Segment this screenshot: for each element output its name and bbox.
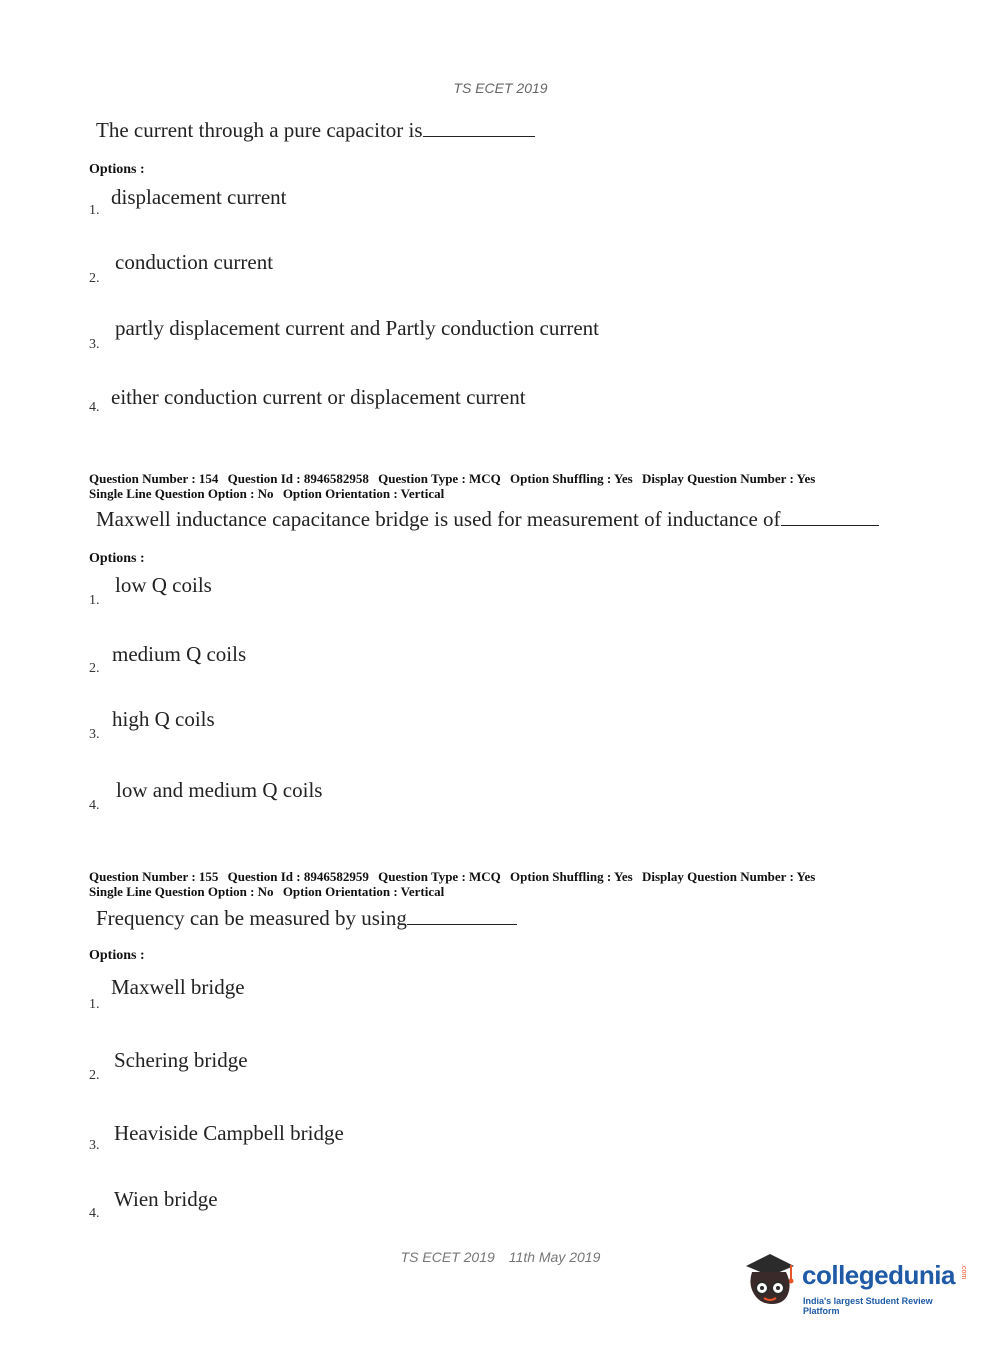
option-text: Maxwell bridge [111,975,245,999]
option-text: medium Q coils [112,642,247,666]
option-number: 2. [89,1068,100,1083]
question-meta: Question Number : 155 Question Id : 8946582959 Question Type : MCQ Option Shuffling : Yes Display Question Number : Yes Single Line Question Option : No Option Orientation : Vertical [89,869,816,899]
option-text: partly displacement current and Partly conduction current [115,316,599,340]
option-text: either conduction current or displacement current [111,385,526,409]
option-number: 2. [89,661,100,676]
page-header: TS ECET 2019 [453,80,548,96]
mascot-icon [740,1250,802,1312]
option-text: Schering bridge [114,1048,248,1072]
footer-date: 11th May 2019 [508,1249,601,1265]
option-number: 4. [89,798,100,813]
option-text: displacement current [111,185,287,209]
brand-domain: .com [960,1264,967,1280]
brand-name: collegedunia [802,1260,955,1290]
option-number: 1. [89,593,100,608]
question-text: The current through a pure capacitor is [96,118,535,143]
options-label: Options : [89,551,145,566]
option-number: 4. [89,400,100,415]
option-number: 1. [89,997,100,1012]
footer-exam: TS ECET 2019 [400,1249,495,1265]
option-number: 3. [89,337,100,352]
brand-tagline: India's largest Student Review Platform [803,1296,933,1316]
option-text: Wien bridge [114,1187,218,1211]
question-meta: Question Number : 154 Question Id : 8946582958 Question Type : MCQ Option Shuffling : Yes Display Question Number : Yes Single Line Question Option : No Option Orientation : Vertical [89,471,816,501]
option-text: low and medium Q coils [116,778,323,802]
collegedunia-logo [740,1250,970,1320]
question-text: Frequency can be measured by using [96,906,517,931]
options-label: Options : [89,948,145,963]
option-number: 3. [89,1138,100,1153]
option-number: 2. [89,271,100,286]
option-text: conduction current [115,250,274,274]
option-number: 1. [89,203,100,218]
option-number: 4. [89,1206,100,1221]
option-text: high Q coils [112,707,215,731]
option-text: low Q coils [115,573,212,597]
question-text: Maxwell inductance capacitance bridge is used for measurement of inductance of [96,507,879,532]
option-text: Heaviside Campbell bridge [114,1121,344,1145]
option-number: 3. [89,727,100,742]
options-label: Options : [89,162,145,177]
